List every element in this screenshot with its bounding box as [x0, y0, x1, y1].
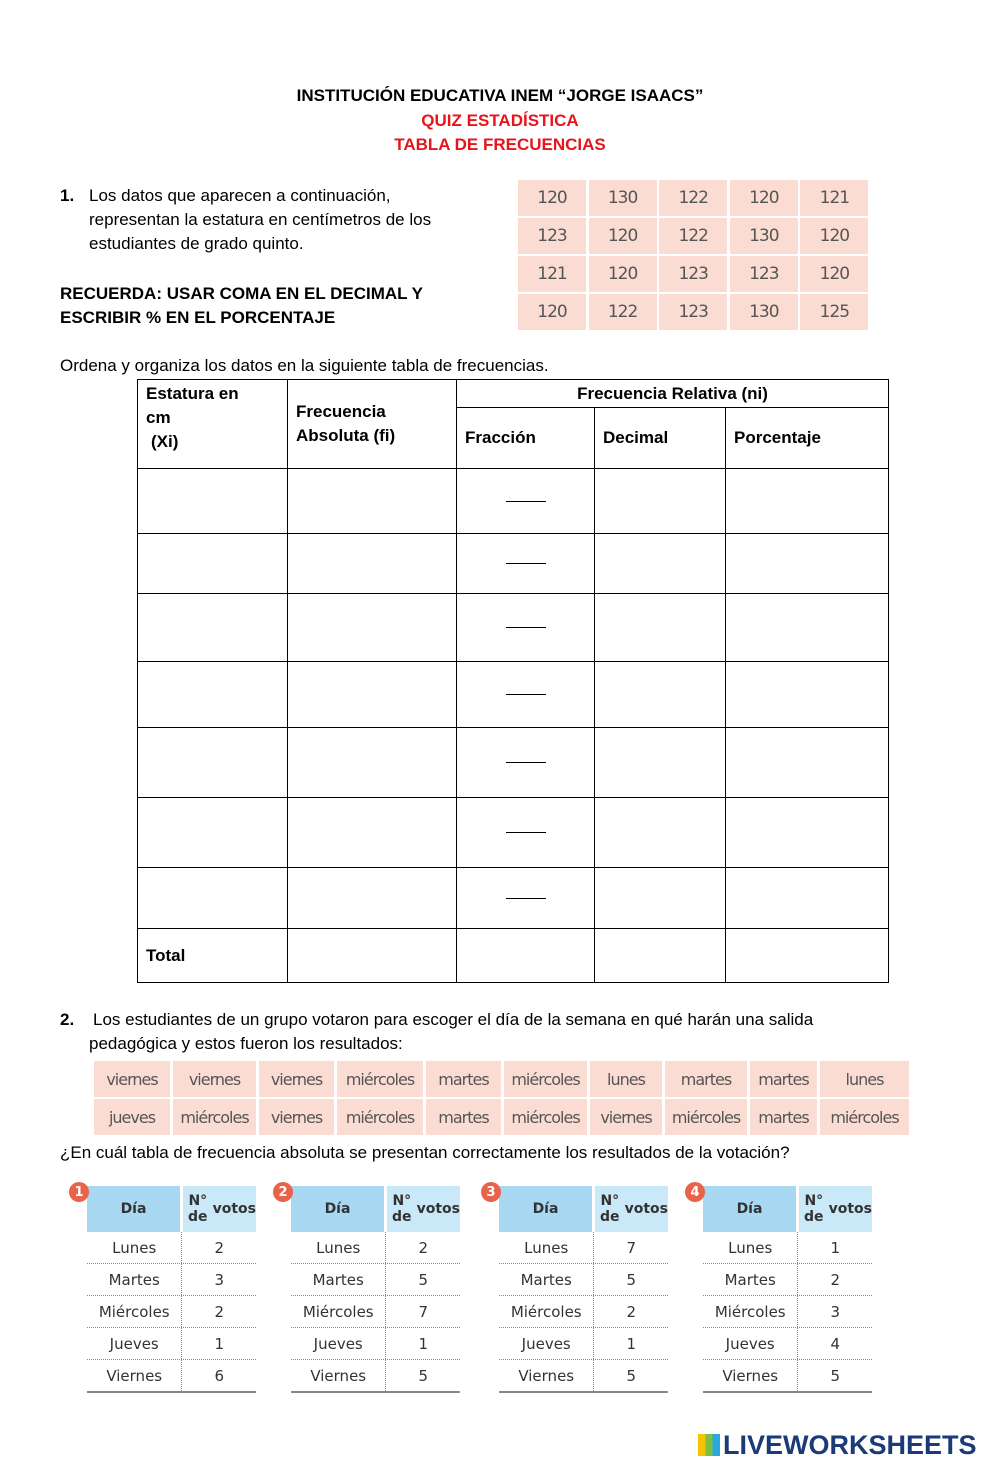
data-cell: 121: [800, 180, 868, 216]
fraction-bar: [506, 501, 546, 502]
q2-text: [89, 1008, 814, 1056]
header-day: Día: [703, 1186, 796, 1232]
q2-number: 2.: [60, 1010, 75, 1029]
votes-cell: 2: [797, 1264, 872, 1295]
option-row: [703, 1328, 872, 1360]
header-votes-line: N° de: [600, 1193, 620, 1225]
option-header: [703, 1186, 872, 1232]
fi-cell[interactable]: [288, 728, 457, 798]
fraction-bar: [506, 627, 546, 628]
day-cell: Lunes: [112, 1238, 157, 1257]
option-row: [87, 1296, 256, 1328]
votes-cell: 2: [593, 1296, 668, 1327]
fraction-cell[interactable]: [457, 662, 595, 728]
fraction-cell[interactable]: [457, 798, 595, 868]
header-votes: [387, 1186, 460, 1232]
data-cell: 120: [800, 218, 868, 254]
fraction-bar: [506, 898, 546, 899]
votes-cell: 7: [593, 1232, 668, 1263]
votes-cell: 1: [593, 1328, 668, 1359]
vote-cell: lunes: [590, 1061, 662, 1097]
header-fi-line: Absoluta (fi): [296, 426, 396, 445]
day-cell: Jueves: [109, 1334, 159, 1353]
day-cell: Jueves: [725, 1334, 775, 1353]
q1-line: estudiantes de grado quinto.: [89, 234, 304, 253]
header-percent: Porcentaje: [726, 408, 889, 469]
votes-cell: 1: [797, 1232, 872, 1263]
fi-cell[interactable]: [288, 798, 457, 868]
total-label: Total: [138, 929, 288, 983]
fraction-cell[interactable]: [457, 728, 595, 798]
option-row: [703, 1296, 872, 1328]
day-cell: Miércoles: [510, 1302, 582, 1321]
data-cell: 122: [659, 218, 727, 254]
vote-cell: miércoles: [337, 1061, 423, 1097]
header-votes-line: N° de: [392, 1193, 412, 1225]
option-table-3[interactable]: [486, 1184, 668, 1393]
fi-cell[interactable]: [288, 469, 457, 534]
votes-cell: 1: [385, 1328, 460, 1359]
header-decimal: Decimal: [595, 408, 726, 469]
decimal-cell[interactable]: [595, 534, 726, 594]
vote-cell: miércoles: [665, 1099, 747, 1135]
decimal-cell[interactable]: [595, 662, 726, 728]
day-cell: Miércoles: [98, 1302, 170, 1321]
vote-cell: miércoles: [820, 1099, 909, 1135]
percent-cell[interactable]: [726, 798, 889, 868]
decimal-cell[interactable]: [595, 594, 726, 662]
day-cell: Martes: [312, 1270, 364, 1289]
vote-cell: miércoles: [504, 1061, 587, 1097]
q1-text: [89, 184, 431, 256]
option-row: [291, 1296, 460, 1328]
fraction-cell[interactable]: [457, 868, 595, 929]
data-cell: 120: [518, 180, 586, 216]
q2-question: ¿En cuál tabla de frecuencia absoluta se presentan correctamente los resultados de la votación?: [60, 1143, 790, 1162]
data-cell: 122: [589, 294, 657, 330]
day-cell: Martes: [520, 1270, 572, 1289]
xi-cell[interactable]: [138, 728, 288, 798]
option-header: [291, 1186, 460, 1232]
logo-text: LIVEWORKSHEETS: [723, 1430, 977, 1460]
option-row: [703, 1360, 872, 1393]
total-cell[interactable]: [288, 929, 457, 983]
header-votes-line: N° de: [188, 1193, 208, 1225]
vote-cell: miércoles: [173, 1099, 256, 1135]
day-cell: Jueves: [313, 1334, 363, 1353]
day-cell: Viernes: [106, 1366, 163, 1385]
votes-cell: 5: [797, 1360, 872, 1391]
option-row: [87, 1232, 256, 1264]
header-day: Día: [499, 1186, 592, 1232]
option-header: [499, 1186, 668, 1232]
votes-cell: 5: [593, 1264, 668, 1295]
xi-cell[interactable]: [138, 798, 288, 868]
vote-cell: martes: [426, 1061, 501, 1097]
fraction-cell[interactable]: [457, 469, 595, 534]
total-cell[interactable]: [595, 929, 726, 983]
option-row: [87, 1360, 256, 1393]
data-cell: 120: [518, 294, 586, 330]
data-cell: 130: [589, 180, 657, 216]
votes-cell: 5: [385, 1360, 460, 1391]
table-row: [138, 798, 889, 868]
option-row: [291, 1360, 460, 1393]
data-cell: 122: [659, 180, 727, 216]
fi-cell[interactable]: [288, 662, 457, 728]
data-cell: 120: [730, 180, 798, 216]
option-row: [499, 1264, 668, 1296]
percent-cell[interactable]: [726, 469, 889, 534]
option-number-badge: 2: [273, 1182, 293, 1202]
frequency-table: [137, 379, 889, 983]
day-cell: Viernes: [310, 1366, 367, 1385]
percent-cell[interactable]: [726, 662, 889, 728]
option-table-1[interactable]: [74, 1184, 256, 1393]
option-row: [291, 1328, 460, 1360]
total-cell[interactable]: [457, 929, 595, 983]
day-cell: Viernes: [722, 1366, 779, 1385]
percent-cell[interactable]: [726, 534, 889, 594]
table-row: [138, 662, 889, 728]
header-xi-line: Estatura en: [146, 384, 239, 403]
votes-cell: 3: [797, 1296, 872, 1327]
votes-cell: 3: [181, 1264, 256, 1295]
header-votes: [183, 1186, 256, 1232]
option-header: [87, 1186, 256, 1232]
option-row: [499, 1328, 668, 1360]
percent-cell[interactable]: [726, 728, 889, 798]
fraction-bar: [506, 694, 546, 695]
q1-instruction: Ordena y organiza los datos en la siguiente tabla de frecuencias.: [60, 356, 549, 375]
vote-cell: viernes: [94, 1061, 170, 1097]
header-day: Día: [87, 1186, 180, 1232]
data-cell: 130: [730, 294, 798, 330]
reminder-line: RECUERDA: USAR COMA EN EL DECIMAL Y: [60, 284, 424, 303]
vote-cell: miércoles: [337, 1099, 423, 1135]
votes-cell: 7: [385, 1296, 460, 1327]
option-row: [291, 1232, 460, 1264]
decimal-cell[interactable]: [595, 469, 726, 534]
day-cell: Miércoles: [714, 1302, 786, 1321]
option-row: [703, 1232, 872, 1264]
day-cell: Lunes: [524, 1238, 569, 1257]
xi-cell[interactable]: [138, 534, 288, 594]
q1-line: representan la estatura en centímetros de los: [89, 210, 432, 229]
fi-cell[interactable]: [288, 534, 457, 594]
q1-number: 1.: [60, 186, 75, 205]
option-row: [87, 1328, 256, 1360]
vote-cell: martes: [426, 1099, 501, 1135]
data-cell: 120: [589, 256, 657, 292]
data-cell: 121: [518, 256, 586, 292]
day-cell: Lunes: [728, 1238, 773, 1257]
reminder: [60, 282, 423, 330]
vote-cell: miércoles: [504, 1099, 587, 1135]
percent-cell[interactable]: [726, 868, 889, 929]
decimal-cell[interactable]: [595, 798, 726, 868]
option-row: [703, 1264, 872, 1296]
q2-line: pedagógica y estos fueron los resultados:: [89, 1034, 403, 1053]
option-row: [499, 1296, 668, 1328]
q1-line: Los datos que aparecen a continuación,: [89, 186, 391, 205]
header-xi: [138, 380, 288, 469]
header-day: Día: [291, 1186, 384, 1232]
total-cell[interactable]: [726, 929, 889, 983]
vote-cell: martes: [750, 1061, 817, 1097]
q2-line: Los estudiantes de un grupo votaron para escoger el día de la semana en qué harán una salida: [93, 1010, 814, 1029]
data-cell: 125: [800, 294, 868, 330]
header-votes-line: N° de: [804, 1193, 824, 1225]
percent-cell[interactable]: [726, 594, 889, 662]
fi-cell[interactable]: [288, 868, 457, 929]
vote-cell: viernes: [173, 1061, 256, 1097]
option-row: [291, 1264, 460, 1296]
fraction-bar: [506, 832, 546, 833]
table-row: [138, 534, 889, 594]
votes-cell: 2: [181, 1296, 256, 1327]
header-votes-line: votos: [416, 1201, 460, 1217]
option-number-badge: 1: [69, 1182, 89, 1202]
votes-cell: 1: [181, 1328, 256, 1359]
header-fi-line: Frecuencia: [296, 402, 386, 421]
data-cell: 120: [589, 218, 657, 254]
header-votes: [799, 1186, 872, 1232]
total-row: [138, 929, 889, 983]
votes-cell: 2: [181, 1232, 256, 1263]
day-cell: Martes: [724, 1270, 776, 1289]
option-number-badge: 4: [685, 1182, 705, 1202]
votes-cell: 6: [181, 1360, 256, 1391]
decimal-cell[interactable]: [595, 728, 726, 798]
fraction-bar: [506, 563, 546, 564]
data-cell: 123: [659, 294, 727, 330]
header-votes-line: votos: [212, 1201, 256, 1217]
xi-cell[interactable]: [138, 868, 288, 929]
vote-cell: viernes: [590, 1099, 662, 1135]
vote-cell: martes: [750, 1099, 817, 1135]
option-table-4[interactable]: [690, 1184, 872, 1393]
option-row: [499, 1232, 668, 1264]
votes-cell: 5: [593, 1360, 668, 1391]
data-cell: 123: [730, 256, 798, 292]
xi-cell[interactable]: [138, 469, 288, 534]
xi-cell[interactable]: [138, 662, 288, 728]
header-xi-line: cm: [146, 408, 171, 427]
header-votes-line: votos: [828, 1201, 872, 1217]
quiz-title: QUIZ ESTADÍSTICA: [421, 111, 579, 130]
day-cell: Lunes: [316, 1238, 361, 1257]
header-votes-line: votos: [624, 1201, 668, 1217]
day-cell: Jueves: [521, 1334, 571, 1353]
liveworksheets-logo: [698, 1430, 977, 1461]
day-cell: Miércoles: [302, 1302, 374, 1321]
vote-cell: jueves: [94, 1099, 170, 1135]
logo-icon: [698, 1434, 720, 1456]
header-xi-line: (Xi): [151, 432, 179, 451]
vote-cell: lunes: [820, 1061, 909, 1097]
data-cell: 123: [659, 256, 727, 292]
fraction-cell[interactable]: [457, 534, 595, 594]
vote-cell: martes: [665, 1061, 747, 1097]
data-cell: 123: [518, 218, 586, 254]
day-cell: Viernes: [518, 1366, 575, 1385]
table-row: [138, 469, 889, 534]
xi-cell[interactable]: [138, 594, 288, 662]
header-votes: [595, 1186, 668, 1232]
header-relative-frequency: Frecuencia Relativa (ni): [457, 380, 889, 408]
option-table-2[interactable]: [278, 1184, 460, 1393]
option-number-badge: 3: [481, 1182, 501, 1202]
header-fraction: Fracción: [457, 408, 595, 469]
option-row: [87, 1264, 256, 1296]
vote-cell: viernes: [259, 1061, 334, 1097]
vote-cell: viernes: [259, 1099, 334, 1135]
institution-title: INSTITUCIÓN EDUCATIVA INEM “JORGE ISAACS”: [296, 86, 704, 105]
reminder-line: ESCRIBIR % EN EL PORCENTAJE: [60, 308, 336, 327]
data-cell: 130: [730, 218, 798, 254]
fi-cell[interactable]: [288, 594, 457, 662]
votes-cell: 2: [385, 1232, 460, 1263]
option-row: [499, 1360, 668, 1393]
fraction-cell[interactable]: [457, 594, 595, 662]
votes-cell: 5: [385, 1264, 460, 1295]
table-row: [138, 594, 889, 662]
table-row: [138, 868, 889, 929]
day-cell: Martes: [108, 1270, 160, 1289]
quiz-subtitle: TABLA DE FRECUENCIAS: [394, 135, 606, 154]
data-cell: 120: [800, 256, 868, 292]
decimal-cell[interactable]: [595, 868, 726, 929]
fraction-bar: [506, 762, 546, 763]
header-fi: [288, 380, 457, 469]
table-row: [138, 728, 889, 798]
votes-cell: 4: [797, 1328, 872, 1359]
